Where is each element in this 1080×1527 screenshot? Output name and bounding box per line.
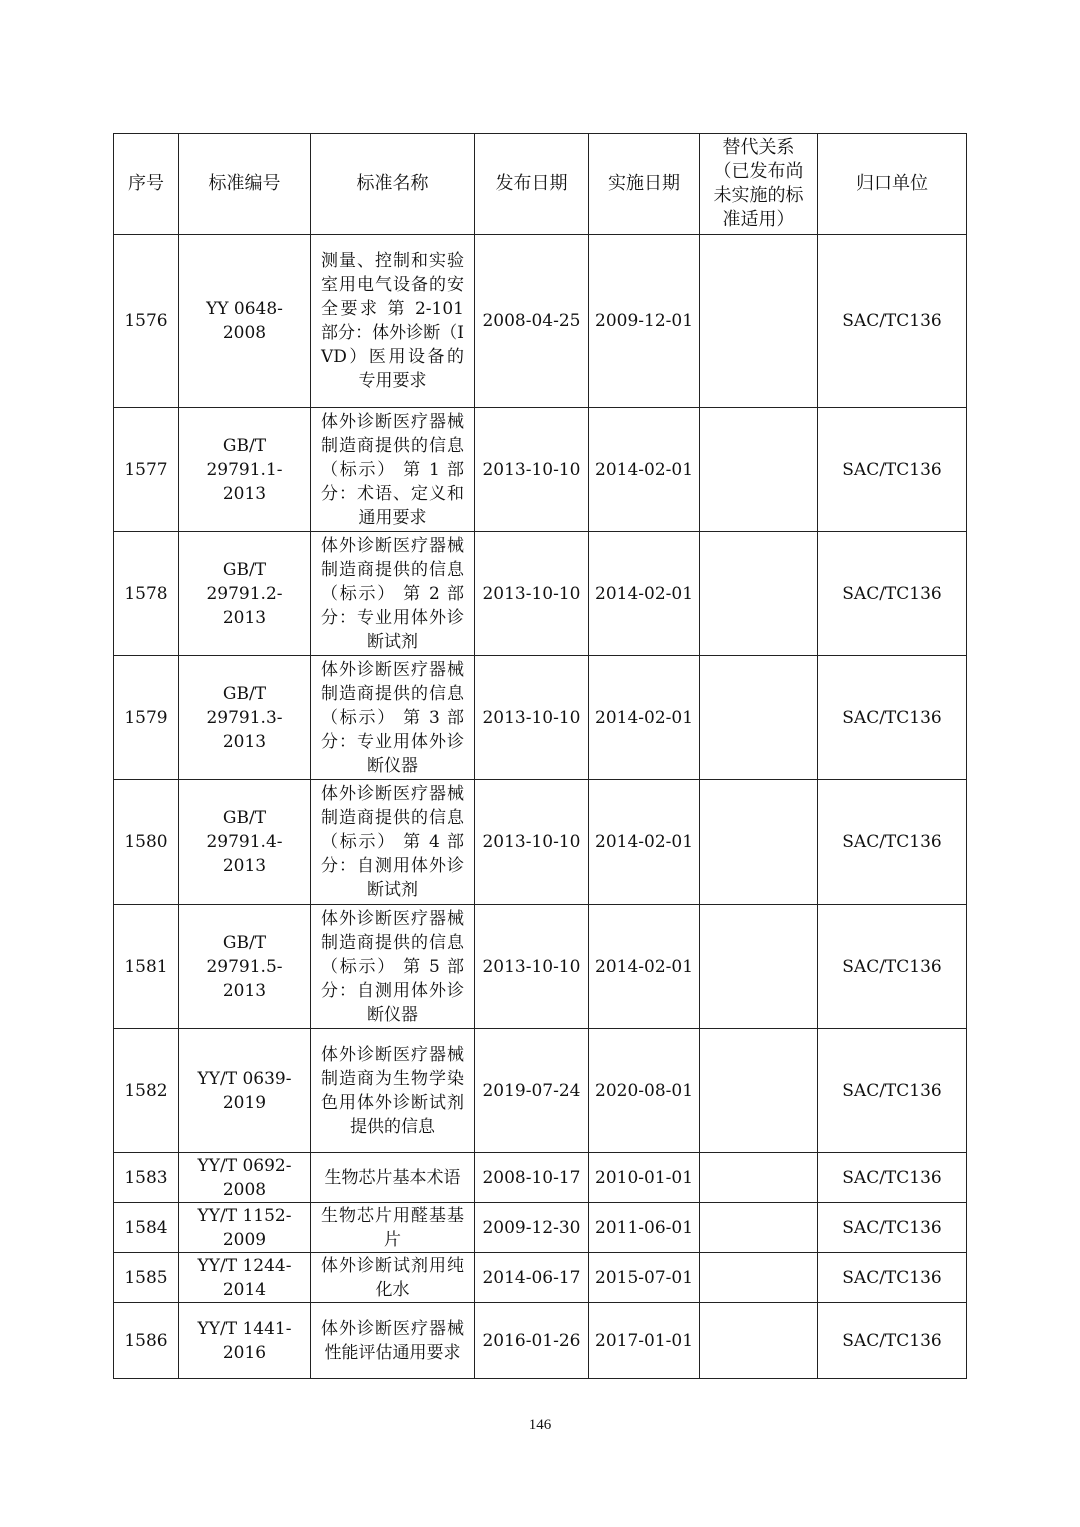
cell-code: YY/T 1244-2014 bbox=[179, 1253, 311, 1303]
cell-name: 体外诊断医疗器械性能评估通用要求 bbox=[311, 1303, 475, 1379]
cell-code: YY/T 1152-2009 bbox=[179, 1203, 311, 1253]
table-row bbox=[114, 905, 967, 1029]
table-row bbox=[114, 656, 967, 780]
cell-seq: 1585 bbox=[114, 1253, 179, 1303]
cell-code: GB/T 29791.5-2013 bbox=[179, 905, 311, 1029]
standards-table bbox=[113, 133, 967, 1379]
cell-code: YY/T 0692-2008 bbox=[179, 1153, 311, 1203]
header-implement-date: 实施日期 bbox=[589, 134, 700, 235]
cell-implement-date: 2009-12-01 bbox=[589, 235, 700, 408]
cell-code: GB/T 29791.4-2013 bbox=[179, 780, 311, 905]
cell-replace bbox=[700, 532, 818, 656]
table-row bbox=[114, 1029, 967, 1153]
cell-seq: 1586 bbox=[114, 1303, 179, 1379]
table-row bbox=[114, 1203, 967, 1253]
table-row bbox=[114, 532, 967, 656]
header-replace: 替代关系（已发布尚未实施的标准适用） bbox=[700, 134, 818, 235]
cell-publish-date: 2013-10-10 bbox=[475, 408, 589, 532]
cell-replace bbox=[700, 1203, 818, 1253]
cell-code: YY/T 1441-2016 bbox=[179, 1303, 311, 1379]
cell-unit: SAC/TC136 bbox=[818, 780, 967, 905]
cell-seq: 1577 bbox=[114, 408, 179, 532]
cell-implement-date: 2014-02-01 bbox=[589, 656, 700, 780]
cell-publish-date: 2019-07-24 bbox=[475, 1029, 589, 1153]
cell-name: 体外诊断医疗器械 制造商提供的信息（标示） 第 1 部分：术语、定义和通用要求 bbox=[311, 408, 475, 532]
cell-unit: SAC/TC136 bbox=[818, 905, 967, 1029]
cell-replace bbox=[700, 235, 818, 408]
cell-name: 体外诊断试剂用纯化水 bbox=[311, 1253, 475, 1303]
table-row bbox=[114, 408, 967, 532]
cell-unit: SAC/TC136 bbox=[818, 1253, 967, 1303]
cell-publish-date: 2013-10-10 bbox=[475, 656, 589, 780]
cell-publish-date: 2008-10-17 bbox=[475, 1153, 589, 1203]
cell-code: GB/T 29791.2-2013 bbox=[179, 532, 311, 656]
cell-publish-date: 2009-12-30 bbox=[475, 1203, 589, 1253]
cell-replace bbox=[700, 1029, 818, 1153]
table-row bbox=[114, 780, 967, 905]
cell-implement-date: 2010-01-01 bbox=[589, 1153, 700, 1203]
cell-implement-date: 2020-08-01 bbox=[589, 1029, 700, 1153]
cell-replace bbox=[700, 408, 818, 532]
cell-unit: SAC/TC136 bbox=[818, 408, 967, 532]
cell-name: 体外诊断医疗器械 制造商提供的信息（标示） 第 5 部分：自测用体外诊断仪器 bbox=[311, 905, 475, 1029]
cell-publish-date: 2013-10-10 bbox=[475, 532, 589, 656]
cell-unit: SAC/TC136 bbox=[818, 1303, 967, 1379]
cell-unit: SAC/TC136 bbox=[818, 1203, 967, 1253]
cell-publish-date: 2014-06-17 bbox=[475, 1253, 589, 1303]
cell-replace bbox=[700, 656, 818, 780]
cell-code: GB/T 29791.1-2013 bbox=[179, 408, 311, 532]
header-seq: 序号 bbox=[114, 134, 179, 235]
cell-seq: 1576 bbox=[114, 235, 179, 408]
cell-unit: SAC/TC136 bbox=[818, 235, 967, 408]
cell-name: 体外诊断医疗器械 制造商为生物学染色用体外诊断试剂提供的信息 bbox=[311, 1029, 475, 1153]
page-number: 146 bbox=[528, 1417, 552, 1433]
cell-replace bbox=[700, 1303, 818, 1379]
cell-replace bbox=[700, 905, 818, 1029]
cell-unit: SAC/TC136 bbox=[818, 1153, 967, 1203]
cell-name: 体外诊断医疗器械 制造商提供的信息（标示） 第 4 部分：自测用体外诊断试剂 bbox=[311, 780, 475, 905]
table-row bbox=[114, 1303, 967, 1379]
cell-name: 体外诊断医疗器械 制造商提供的信息（标示） 第 2 部分：专业用体外诊断试剂 bbox=[311, 532, 475, 656]
header-publish-date: 发布日期 bbox=[475, 134, 589, 235]
cell-unit: SAC/TC136 bbox=[818, 656, 967, 780]
cell-code: YY 0648-2008 bbox=[179, 235, 311, 408]
cell-seq: 1583 bbox=[114, 1153, 179, 1203]
cell-seq: 1580 bbox=[114, 780, 179, 905]
cell-implement-date: 2015-07-01 bbox=[589, 1253, 700, 1303]
cell-seq: 1584 bbox=[114, 1203, 179, 1253]
header-name: 标准名称 bbox=[311, 134, 475, 235]
cell-code: YY/T 0639-2019 bbox=[179, 1029, 311, 1153]
cell-name: 生物芯片用醛基基片 bbox=[311, 1203, 475, 1253]
cell-replace bbox=[700, 1153, 818, 1203]
cell-replace bbox=[700, 1253, 818, 1303]
cell-unit: SAC/TC136 bbox=[818, 532, 967, 656]
cell-implement-date: 2014-02-01 bbox=[589, 532, 700, 656]
cell-code: GB/T 29791.3-2013 bbox=[179, 656, 311, 780]
cell-implement-date: 2014-02-01 bbox=[589, 408, 700, 532]
header-unit: 归口单位 bbox=[818, 134, 967, 235]
cell-publish-date: 2013-10-10 bbox=[475, 905, 589, 1029]
cell-implement-date: 2014-02-01 bbox=[589, 905, 700, 1029]
cell-replace bbox=[700, 780, 818, 905]
header-code: 标准编号 bbox=[179, 134, 311, 235]
cell-seq: 1578 bbox=[114, 532, 179, 656]
cell-publish-date: 2008-04-25 bbox=[475, 235, 589, 408]
cell-implement-date: 2017-01-01 bbox=[589, 1303, 700, 1379]
cell-seq: 1581 bbox=[114, 905, 179, 1029]
header-row bbox=[114, 134, 967, 235]
cell-implement-date: 2014-02-01 bbox=[589, 780, 700, 905]
cell-seq: 1582 bbox=[114, 1029, 179, 1153]
table-row bbox=[114, 1253, 967, 1303]
cell-seq: 1579 bbox=[114, 656, 179, 780]
cell-unit: SAC/TC136 bbox=[818, 1029, 967, 1153]
cell-publish-date: 2013-10-10 bbox=[475, 780, 589, 905]
cell-name: 体外诊断医疗器械 制造商提供的信息（标示） 第 3 部分：专业用体外诊断仪器 bbox=[311, 656, 475, 780]
cell-publish-date: 2016-01-26 bbox=[475, 1303, 589, 1379]
cell-implement-date: 2011-06-01 bbox=[589, 1203, 700, 1253]
cell-name: 测量、控制和实验室用电气设备的安全要求 第 2-101 部分：体外诊断（IVD）医用设备的专用要求 bbox=[311, 235, 475, 408]
table-row bbox=[114, 235, 967, 408]
cell-name: 生物芯片基本术语 bbox=[311, 1153, 475, 1203]
table-row bbox=[114, 1153, 967, 1203]
